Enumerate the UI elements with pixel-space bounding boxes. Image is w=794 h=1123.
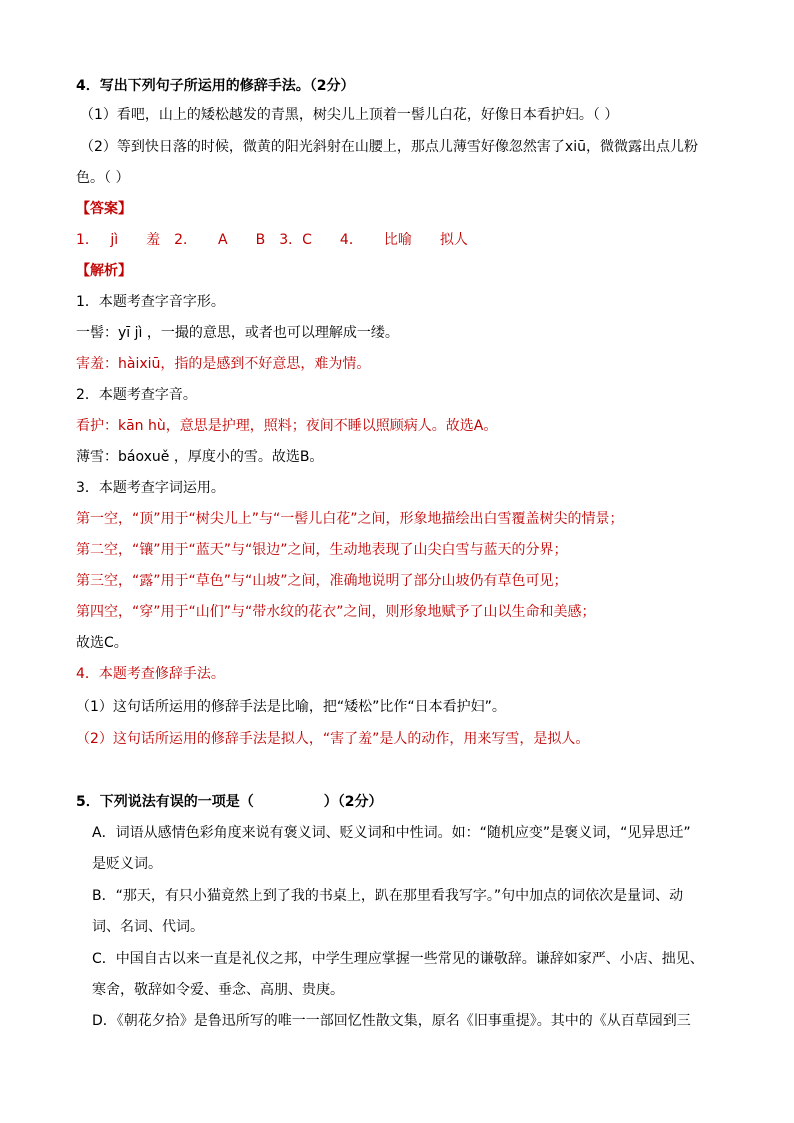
analysis-line: 第一空，“顶”用于“树尖儿上”与“一髻儿白花”之间，形象地描绘出白雪覆盖树尖的情景； [76,511,624,527]
question-5-option-d: D．《朝花夕拾》是鲁迅所写的唯一一部回忆性散文集，原名《旧事重提》。其中的《从百草园到三 [92,1013,691,1029]
analysis-line: 故选C。 [76,635,128,651]
question-5-option-a-cont: 是贬义词。 [92,856,162,872]
answer-header: 【答案】 [76,201,132,217]
analysis-line: 看护：kān hù，意思是护理，照料；夜间不睡以照顾病人。故选A。 [76,418,498,434]
analysis-header: 【解析】 [76,263,132,279]
question-5-option-b: B．“那天，有只小猫竟然上到了我的书桌上，趴在那里看我写字。”句中加点的词依次是量词、动 [92,888,684,904]
question-5-option-c: C．中国自古以来一直是礼仪之邦，中学生理应掌握一些常见的谦敬辞。谦辞如家严、小店、拙见、 [92,951,704,967]
analysis-line: 1．本题考查字音字形。 [76,294,225,310]
analysis-line: 一髻：yī jì ，一撮的意思，或者也可以理解成一缕。 [76,325,399,341]
answer-text: 1． jì 羞 2． A B 3．C 4． 比喻 拟人 [76,232,468,248]
question-4-item-1: （1）看吧，山上的矮松越发的青黑，树尖儿上顶着一髻儿白花，好像日本看护妇。（ ） [80,107,619,123]
analysis-line: 薄雪：báoxuě ，厚度小的雪。故选B。 [76,449,324,465]
analysis-line: 3．本题考查字词运用。 [76,480,225,496]
question-4-title: 4．写出下列句子所运用的修辞手法。（2分） [76,78,355,94]
analysis-line: 第三空，“露”用于“草色”与“山坡”之间，准确地说明了部分山坡仍有草色可见； [76,573,568,589]
analysis-line: 2．本题考查字音。 [76,387,197,403]
analysis-line: 第二空，“镶”用于“蓝天”与“银边”之间，生动地表现了山尖白雪与蓝天的分界； [76,542,568,558]
question-5-title: 5．下列说法有误的一项是（ ）（2分） [76,794,383,810]
analysis-line: 第四空，“穿”用于“山们”与“带水纹的花衣”之间，则形象地赋予了山以生命和美感； [76,604,596,620]
question-5-option-c-cont: 寒舍，敬辞如令爱、垂念、高朋、贵庚。 [92,982,344,998]
question-5-option-a: A．词语从感情色彩角度来说有褒义词、贬义词和中性词。如：“随机应变”是褒义词，“见异思迁” [92,825,691,841]
question-4-item-2-cont: 色。（ ） [76,170,130,186]
analysis-line: 4．本题考查修辞手法。 [76,666,225,682]
analysis-line: 害羞：hàixiū，指的是感到不好意思，难为情。 [76,356,371,372]
question-4-item-2: （2）等到快日落的时候，微黄的阳光斜射在山腰上，那点儿薄雪好像忽然害了xiū，微微露出点儿粉 [80,139,698,155]
analysis-line: （2）这句话所运用的修辞手法是拟人，“害了羞”是人的动作，用来写雪，是拟人。 [76,731,590,747]
question-5-option-b-cont: 词、名词、代词。 [92,919,204,935]
analysis-line: （1）这句话所运用的修辞手法是比喻，把“矮松”比作“日本看护妇”。 [76,699,506,715]
